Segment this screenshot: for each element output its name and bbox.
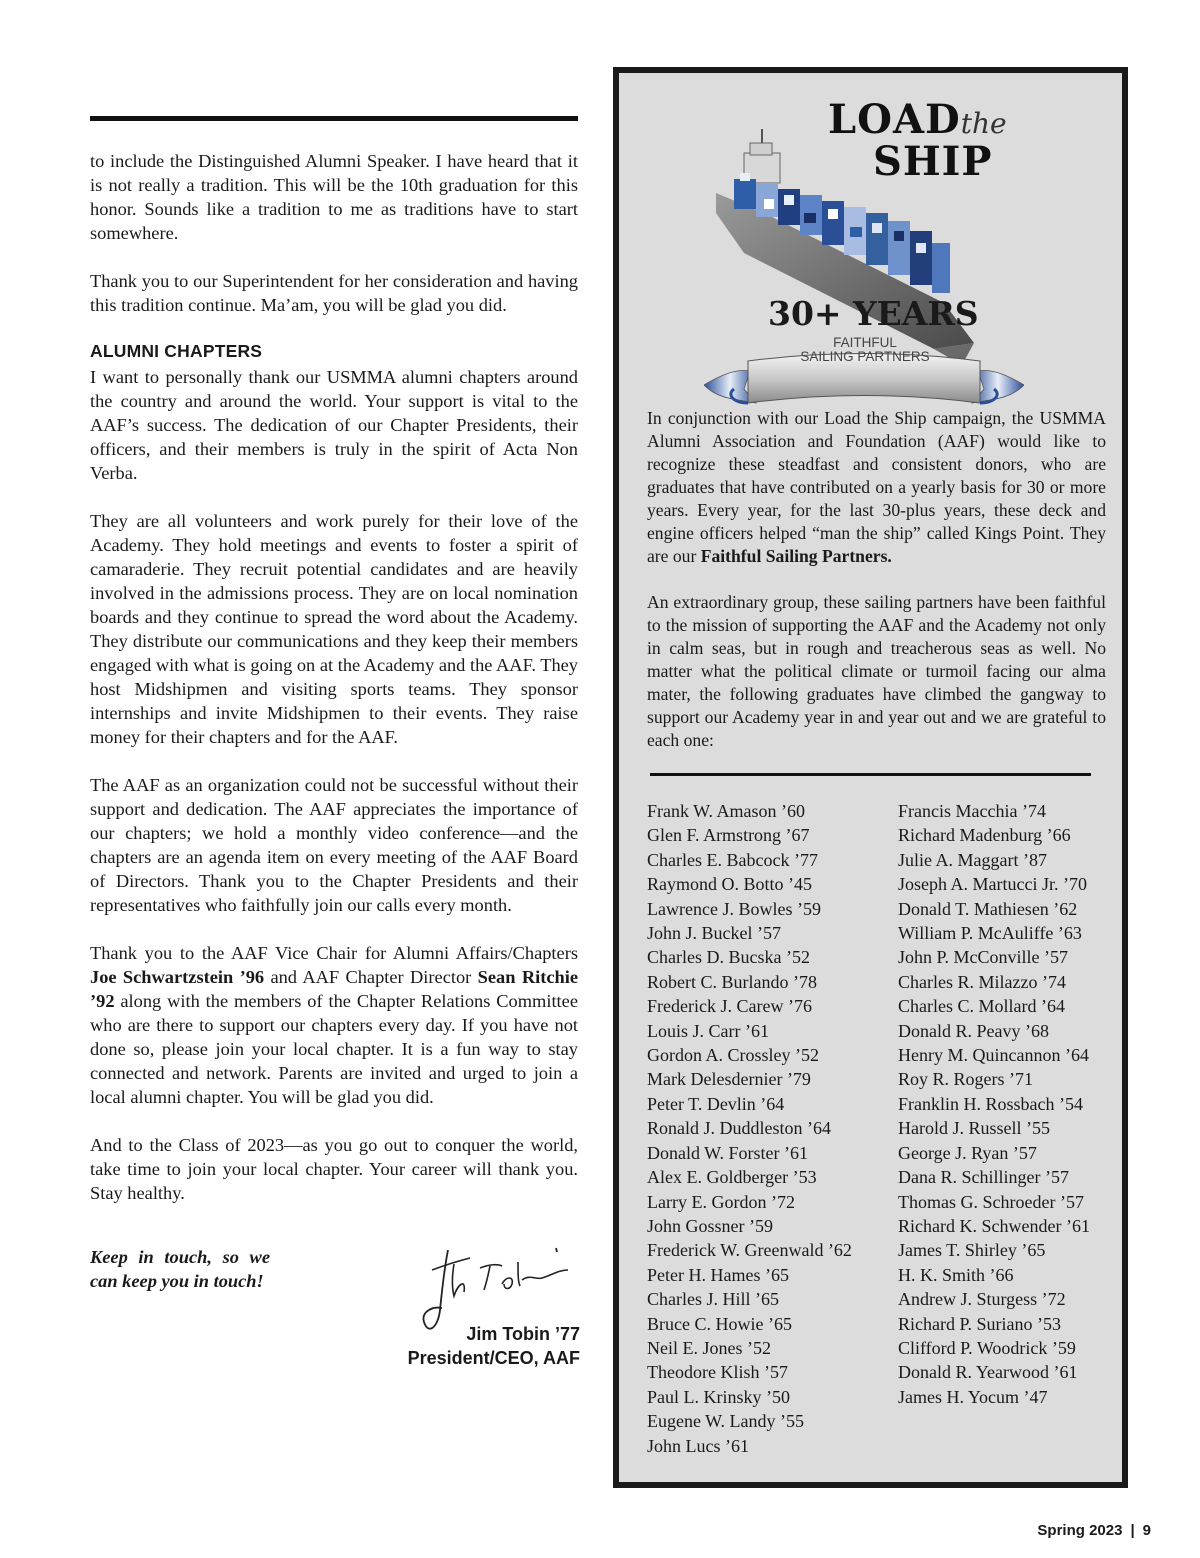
donor-name: Donald T. Mathiesen ’62 bbox=[898, 898, 1078, 919]
donor-name: Joseph A. Martucci Jr. ’70 bbox=[898, 874, 1087, 895]
donor-name: Charles C. Mollard ’64 bbox=[898, 996, 1065, 1017]
signer-name: Jim Tobin ’77 bbox=[466, 1324, 580, 1344]
donor-name: Roy R. Rogers ’71 bbox=[898, 1069, 1033, 1090]
donor-name: Richard K. Schwender ’61 bbox=[898, 1215, 1090, 1236]
paragraph: An extraordinary group, these sailing partners have been faithful to the mission of supporting the AAF and the Academy not only in calm seas, but in rough and treacherous seas as well. No matter what the political climate or turmoil facing our alma mater, the following graduates have climbed the gangway to support our Academy year in and year out and we are grateful to each one: bbox=[647, 592, 1106, 750]
sidebar-text bbox=[647, 407, 1106, 775]
donor-name: William P. McAuliffe ’63 bbox=[898, 923, 1082, 944]
donor-name: Louis J. Carr ’61 bbox=[647, 1020, 769, 1041]
donor-name: Frederick W. Greenwald ’62 bbox=[647, 1240, 852, 1261]
donor-name: Andrew J. Sturgess ’72 bbox=[898, 1289, 1066, 1310]
sidebar-rule bbox=[650, 773, 1091, 776]
paragraph: Thank you to our Superintendent for her consideration and having this tradition continue. Ma’am, you will be glad you did. bbox=[90, 271, 578, 315]
left-column-text bbox=[90, 149, 578, 1293]
thanks-text: along with the members of the Chapter Relations Committee who are there to support our chapters every day. If you have not done so, please join your local chapter. It is a fun way to stay connected and network. Parents are invited and urged to join a local alumni chapter. You will be glad you did. bbox=[90, 991, 578, 1107]
footer-separator: | bbox=[1130, 1522, 1135, 1539]
donor-name: Alex E. Goldberger ’53 bbox=[647, 1167, 817, 1188]
donor-name: Charles J. Hill ’65 bbox=[647, 1289, 779, 1310]
donor-name: Mark Delesdernier ’79 bbox=[647, 1069, 811, 1090]
thanks-paragraph bbox=[90, 941, 578, 1109]
donor-name: Franklin H. Rossbach ’54 bbox=[898, 1093, 1083, 1114]
ship-title: SHIP bbox=[873, 138, 993, 185]
donor-name: Charles E. Babcock ’77 bbox=[647, 849, 818, 870]
donor-name: Theodore Klish ’57 bbox=[647, 1362, 788, 1383]
donor-name: George J. Ryan ’57 bbox=[898, 1142, 1037, 1163]
donor-name: James T. Shirley ’65 bbox=[898, 1240, 1046, 1261]
donor-name: Frederick J. Carew ’76 bbox=[647, 996, 812, 1017]
years-banner: 30+ YEARS bbox=[768, 294, 979, 333]
donor-name: John Gossner ’59 bbox=[647, 1215, 773, 1236]
donor-name: Charles R. Milazzo ’74 bbox=[898, 971, 1066, 992]
signer-title: President/CEO, AAF bbox=[407, 1348, 580, 1368]
donor-name: Clifford P. Woodrick ’59 bbox=[898, 1337, 1076, 1358]
paragraph: to include the Distinguished Alumni Speaker. I have heard that it is not really a tradition. This will be the 10th graduation for this honor. Sounds like a tradition to me as traditions have to start somewhere. bbox=[90, 151, 578, 243]
keep-in-touch: Keep in touch, so we can keep you in touch! bbox=[90, 1247, 270, 1291]
donor-name: John P. McConville ’57 bbox=[898, 947, 1069, 968]
signature-name bbox=[408, 1322, 580, 1370]
donor-name: Frank W. Amason ’60 bbox=[647, 801, 806, 821]
donor-name: Raymond O. Botto ’45 bbox=[647, 874, 812, 895]
bold-name: Joe Schwartzstein ’96 bbox=[90, 967, 265, 987]
donor-name: Larry E. Gordon ’72 bbox=[647, 1191, 795, 1212]
thanks-text: and AAF Chapter Director bbox=[264, 967, 478, 987]
donor-name: Richard Madenburg ’66 bbox=[898, 825, 1071, 846]
faithful-word: FAITHFUL bbox=[833, 335, 897, 350]
names-column-2 bbox=[898, 799, 1090, 1409]
closing-paragraph: And to the Class of 2023—as you go out to conquer the world, take time to join your local chapter. Your career will thank you. Stay healthy. bbox=[90, 1135, 578, 1203]
donor-name: Bruce C. Howie ’65 bbox=[647, 1313, 792, 1334]
donor-name: John J. Buckel ’57 bbox=[647, 923, 781, 944]
donor-name: Ronald J. Duddleston ’64 bbox=[647, 1118, 831, 1139]
donor-name: Glen F. Armstrong ’67 bbox=[647, 825, 810, 846]
the-word: the bbox=[960, 107, 1007, 140]
donor-name: Neil E. Jones ’52 bbox=[647, 1337, 771, 1358]
section-heading: ALUMNI CHAPTERS bbox=[90, 341, 263, 361]
donor-name: Eugene W. Landy ’55 bbox=[647, 1411, 804, 1432]
donor-name: Gordon A. Crossley ’52 bbox=[647, 1045, 819, 1066]
donor-name: Julie A. Maggart ’87 bbox=[898, 849, 1047, 870]
paragraph: I want to personally thank our USMMA alumni chapters around the country and around the world. Your support is vital to the AAF’s success. The dedication of our Chapter Presidents, their officers, and their members is truly in the spirit of Acta Non Verba. bbox=[90, 367, 578, 483]
donor-name: Richard P. Suriano ’53 bbox=[898, 1313, 1061, 1334]
donor-name: Dana R. Schillinger ’57 bbox=[898, 1167, 1069, 1188]
donor-name: Peter T. Devlin ’64 bbox=[647, 1093, 785, 1114]
donor-name: Robert C. Burlando ’78 bbox=[647, 971, 817, 992]
faithful-bold: Faithful Sailing Partners. bbox=[700, 546, 892, 566]
donor-name: Henry M. Quincannon ’64 bbox=[898, 1045, 1089, 1066]
signature-block bbox=[380, 1240, 580, 1370]
intro-paragraph bbox=[647, 407, 1106, 568]
donor-name: Donald R. Yearwood ’61 bbox=[898, 1362, 1078, 1383]
faithful-sailing-partners bbox=[760, 336, 970, 364]
donor-name: Paul L. Krinsky ’50 bbox=[647, 1386, 790, 1407]
donor-name: John Lucs ’61 bbox=[647, 1435, 749, 1456]
intro-text: In conjunction with our Load the Ship campaign, the USMMA Alumni Association and Foundation (AAF) would like to recognize these steadfast and consistent donors, who are graduates that have contributed on a yearly basis for 30 or more years. Every year, for the last 30-plus years, these deck and engine officers helped “man the ship” called Kings Point. They are our bbox=[647, 408, 1106, 566]
bold-name: Sean Ritchie ’92 bbox=[90, 967, 578, 1011]
issue-label: Spring 2023 bbox=[1037, 1522, 1123, 1539]
donor-name: Charles D. Bucska ’52 bbox=[647, 947, 810, 968]
donor-name: Lawrence J. Bowles ’59 bbox=[647, 898, 821, 919]
donor-name: Francis Macchia ’74 bbox=[898, 801, 1046, 821]
thanks-text: Thank you to the AAF Vice Chair for Alumni Affairs/Chapters bbox=[90, 943, 578, 963]
donor-name: H. K. Smith ’66 bbox=[898, 1264, 1014, 1285]
paragraph: They are all volunteers and work purely for their love of the Academy. They hold meetings and events to foster a spirit of camaraderie. They recruit potential candidates and are heavily involved in the admissions process. They are on local nomination boards and they continue to spread the word about the Academy. They distribute our communications and they keep their members engaged with what is going on at the Academy and the AAF. They host Midshipmen and visiting sports teams. They sponsor internships and invite Midshipmen to their events. They raise money for their chapters and for the AAF. bbox=[90, 511, 578, 747]
donor-name: Donald W. Forster ’61 bbox=[647, 1142, 808, 1163]
load-word: LOAD bbox=[828, 96, 961, 143]
sailing-partners-words: SAILING PARTNERS bbox=[800, 349, 930, 364]
page-number: 9 bbox=[1142, 1522, 1151, 1539]
donor-name: Harold J. Russell ’55 bbox=[898, 1118, 1050, 1139]
donor-name: Peter H. Hames ’65 bbox=[647, 1264, 789, 1285]
paragraph: The AAF as an organization could not be successful without their support and dedication. The AAF appreciates the importance of our chapters; we hold a monthly video conference—and the chapters are an agenda item on every meeting of the AAF Board of Directors. Thank you to the Chapter Presidents and their representatives who faithfully join our calls every month. bbox=[90, 775, 578, 915]
page-footer bbox=[1037, 1521, 1151, 1541]
donor-name: Thomas G. Schroeder ’57 bbox=[898, 1191, 1084, 1212]
donor-name: James H. Yocum ’47 bbox=[898, 1386, 1048, 1407]
names-column-1 bbox=[647, 799, 852, 1458]
top-rule bbox=[90, 116, 578, 121]
donor-name: Donald R. Peavy ’68 bbox=[898, 1020, 1049, 1041]
